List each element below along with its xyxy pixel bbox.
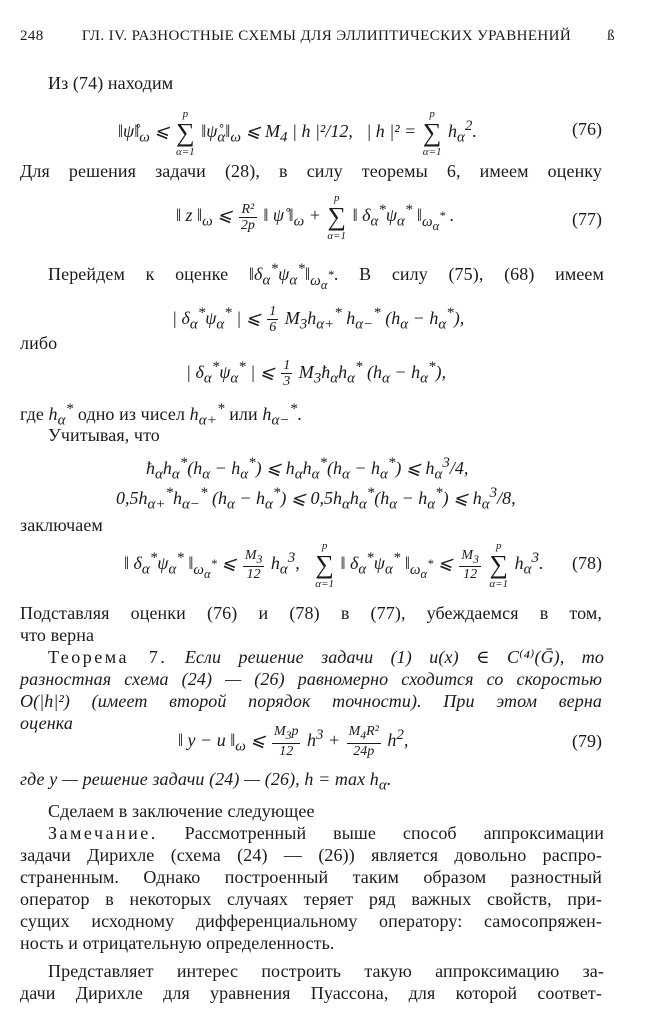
section-mark: ß	[607, 28, 615, 44]
text-line: Сделаем в заключение следующее	[48, 801, 315, 821]
remark-line: оператор в некоторых случаях теряет ряд важных свойств, при-	[20, 889, 602, 909]
text-line: заключаем	[20, 515, 103, 535]
remark-line: ность и отрицательную определенность.	[20, 933, 335, 953]
theorem-line: разностная схема (24) — (26) равномерно сходится со скоростью	[20, 669, 602, 689]
theorem-line: оценка	[20, 713, 73, 733]
text-line: Представляет интерес построить такую аппроксимацию за-	[48, 961, 604, 981]
equation-unnumbered: $0,5h_{\alpha+}^*h_{\alpha-}^*$ $(h_\alpha - h_\alpha^*)$ ⩽ $0,5h_\alpha h_\alpha^*(h_\alpha - h_\alpha^*)$ ⩽ $h_\alpha^3/8$,	[116, 485, 516, 513]
equation-78: ‖ $\delta_\alpha^*\psi_\alpha^*$ $‖_{\omega_\alpha^*}$ ⩽ $\frac{M_3}{12}$ $h_\alpha^3$, p ∑ α=1 ‖ $\delta_\alpha^*\psi_\alpha^*$ $‖_{\omega_\alpha^*}$ ⩽ $\frac{M_3}{12}$ p ∑ α=1 $h_\alpha^3$.	[124, 540, 544, 590]
remark-line: Замечание. Рассмотренный выше способ аппроксимации	[48, 823, 604, 843]
equation-unnumbered: $ħ_\alpha h_\alpha^*(h_\alpha - h_\alpha^*)$ ⩽ $h_\alpha h_\alpha^*(h_\alpha - h_\alpha^*)$ ⩽ $h_\alpha^3/4$,	[146, 455, 469, 483]
equation-unnumbered: | $\delta_\alpha^*\psi_\alpha^*$ | ⩽ $\frac{1}{3}$ $M_3ħ_\alpha h_\alpha^*$ $(h_\alpha - h_\alpha^*)$,	[186, 358, 446, 390]
equation-unnumbered: | $\delta_\alpha^*\psi_\alpha^*$ | ⩽ $\frac{1}{6}$ $M_3h_{\alpha+}^*$ $h_{\alpha-}^*$ $(h_\alpha - h_\alpha^*)$,	[172, 304, 465, 336]
equation-79: ‖ y − u $‖_\omega$ ⩽ $\frac{M_3p}{12}$ $h^3$ + $\frac{M_4R^2}{24p}$ $h^2$,	[178, 724, 409, 760]
text-line: Учитывая, что	[48, 425, 160, 445]
text-line: либо	[20, 333, 58, 353]
text-line: Перейдем к оценке $‖\delta_\alpha^*\psi_\alpha^*‖_{\omega_\alpha^*}$. В силу (75), (68) имеем	[48, 261, 604, 292]
equation-number: (78)	[572, 553, 602, 573]
page-number: 248	[20, 28, 44, 44]
theorem-line: O(|h|²) (имеет второй порядок точности). При этом верна	[20, 691, 602, 711]
running-title: ГЛ. IV. РАЗНОСТНЫЕ СХЕМЫ ДЛЯ ЭЛЛИПТИЧЕСКИХ УРАВНЕНИЙ	[81, 28, 572, 44]
remark-line: задачи Дирихле (схема (24) — (26)) является довольно распро-	[20, 845, 602, 865]
remark-line: страненным. Однако построенный таким образом разностный	[20, 867, 602, 887]
text-line: Для решения задачи (28), в силу теоремы 6, имеем оценку	[20, 161, 602, 181]
equation-77: ‖ z $‖_\omega$ ⩽ $\frac{\text{R²}}{2p}$ ‖ ψ̊ $‖_\omega$ + p ∑ α=1 ‖ $\delta_\alpha^*\psi_\alpha^*$ $‖_{\omega_\alpha^*}$ .	[176, 192, 455, 242]
text-line: что верна	[20, 625, 95, 645]
theorem-line: Теорема 7. Если решение задачи (1) u(x) ∈ C⁽⁴⁾(Ḡ), то	[48, 647, 604, 667]
text-line: дачи Дирихле для уравнения Пуассона, для которой соответ-	[20, 983, 602, 1003]
equation-number: (77)	[572, 209, 602, 229]
remark-line: сущих исходному дифференциальному оператору: самосопряжен-	[20, 911, 602, 931]
running-header	[20, 28, 615, 45]
equation-number: (79)	[572, 731, 602, 751]
text-line: где $h_\alpha^*$ одно из чисел $h_{\alpha+}^*$ или $h_{\alpha-}^*$.	[20, 401, 302, 429]
text-line: Подставляя оценки (76) и (78) в (77), убеждаемся в том,	[20, 603, 602, 623]
text-line: где y — решение задачи (24) — (26), $h = \max h_\alpha$.	[20, 769, 392, 794]
text-line: Из (74) находим	[48, 73, 174, 93]
equation-76: $‖\psi̊‖_\omega$ ⩽ p ∑ α=1 $‖\psi̊_\alpha‖_\omega$ ⩽ $M_4$ | h |²/12, | h |² = p ∑ α=1 $h_\alpha^2$.	[118, 108, 477, 158]
equation-number: (76)	[572, 119, 602, 139]
